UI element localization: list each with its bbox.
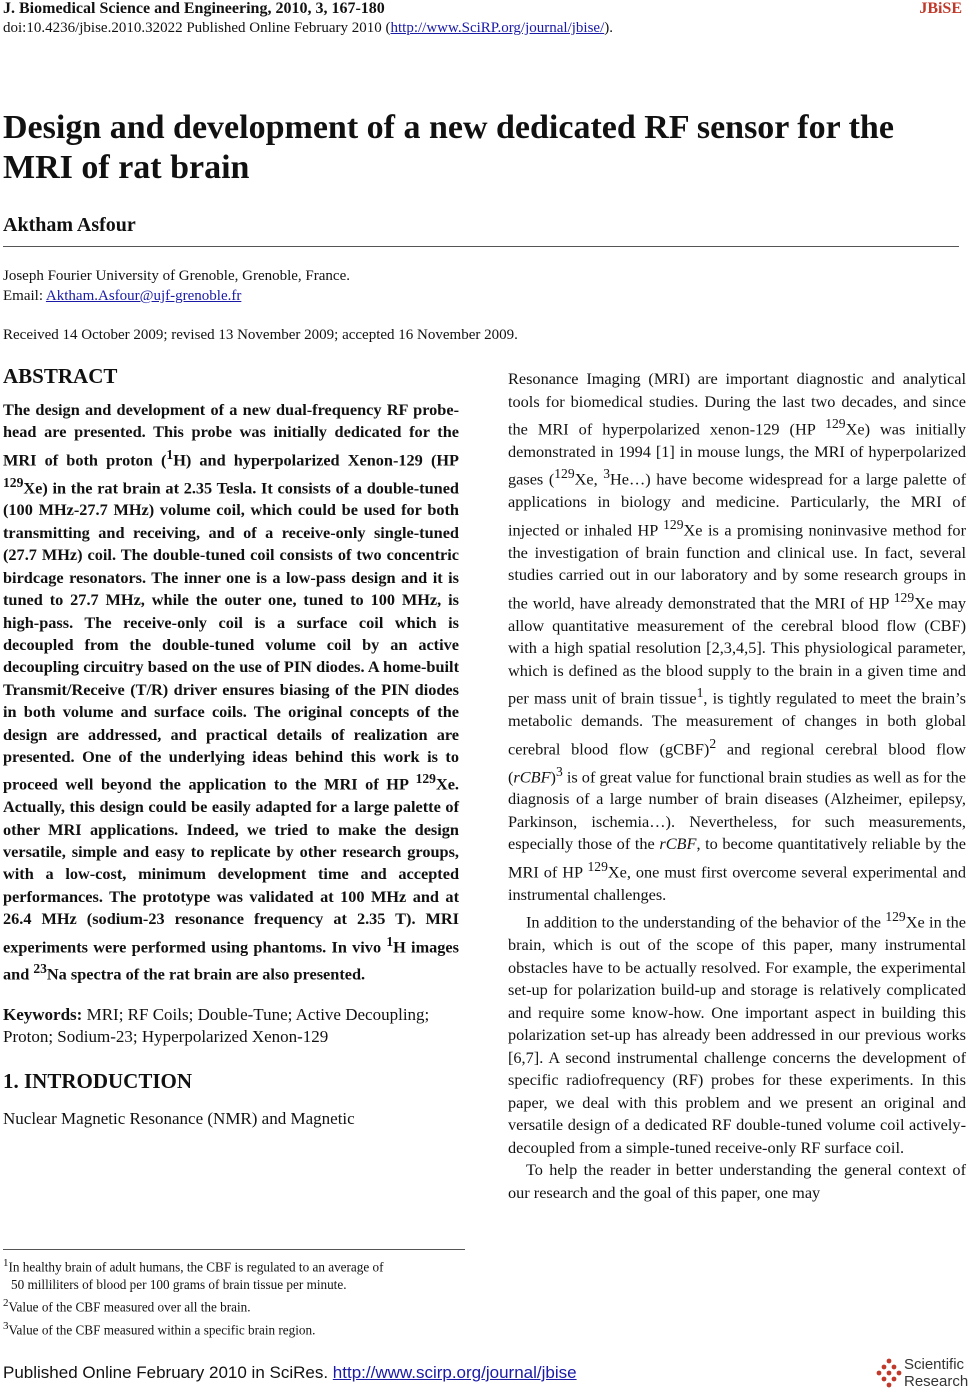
affiliation: Joseph Fourier University of Grenoble, Grenoble, France. — [3, 268, 350, 284]
author-name: Aktham Asfour — [3, 214, 136, 236]
title-divider — [3, 246, 959, 247]
intro-paragraph-2: In addition to the understanding of the behavior of the $^{129}$Xe in the brain, which is out of the scope of this paper, many instrumental obstacles have to be actually resolved. For example, the experimental set-up for polarization build-up and storage is relatively complicated and require some know-how. One important aspect in building this polarization set-up has already been addressed in our previous works [6,7]. A second instrumental challenge concerns the development of specific radiofrequency (RF) probes for these experiments. In this paper, we deal with this problem and we present an original and versatile design of a dedicated RF double-tuned volume coil actively-decoupled from a simple-tuned receive-only RF surface coil. — [508, 909, 966, 1157]
email-link[interactable]: Aktham.Asfour@ujf-grenoble.fr — [45, 288, 242, 304]
email-line: Email: Aktham.Asfour@ujf-grenoble.fr — [3, 288, 242, 304]
footer-journal-link[interactable]: http://www.scirp.org/journal/jbise — [332, 1363, 577, 1382]
left-column — [3, 364, 459, 1130]
received-dates: Received 14 October 2009; revised 13 November 2009; accepted 16 November 2009. — [3, 327, 518, 343]
journal-abbreviation: JBiSE — [919, 0, 962, 17]
paper-title: Design and development of a new dedicated RF sensor for the MRI of rat brain — [3, 109, 894, 186]
doi-line: doi:10.4236/jbise.2010.32022 Published Online February 2010 (http://www.SciRP.org/journal/jbise/). — [3, 20, 613, 36]
affiliation-block — [3, 266, 350, 306]
intro-paragraph-3: To help the reader in better understanding the general context of our research and the goal of this paper, one may — [508, 1160, 966, 1202]
footnote-1: $^1$In healthy brain of adult humans, the CBF is regulated to an average of — [3, 1257, 384, 1275]
footnote-3: $^3$Value of the CBF measured within a specific brain region. — [3, 1319, 316, 1338]
abstract-text: The design and development of a new dual-frequency RF probe-head are presented. This probe was initially dedicated for the MRI of both proton ($^1$H) and hyperpolarized Xenon-129 (HP $^{129}$Xe) in the rat brain at 2.35 Tesla. It consists of a double-tuned (100 MHz-27.7 MHz) volume coil, which could be used for both transmitting and receiving, and of a receive-only single-tuned (27.7 MHz) coil. The double-tuned coil consists of two concentric birdcage resonators. The inner one is a low-pass design and it is tuned to 27.7 MHz, while the outer one, tuned to 100 MHz, is high-pass. The receive-only coil is a surface coil which is decoupled from the double-tuned volume coil by an active decoupling circuitry based on the use of PIN diodes. A home-built Transmit/Receive (T/R) driver ensures biasing of the PIN diodes in both volume and surface coils. The original concepts of the design are addressed, and practical details of realization are presented. One of the underlying ideas behind this work is to proceed well beyond the application to the MRI of HP $^{129}$Xe. Actually, this design could be easily adapted for a large palette of other MRI applications. Indeed, we tried to make the design versatile, simple and easy to replicate by other research groups, with a low-cost, minimum development time and accepted performances. The prototype was validated at 100 MHz and at 26.4 MHz (sodium-23 resonance frequency at 2.35 T). MRI experiments were performed using phantoms. In vivo $^1$H images and $^{23}$Na spectra of the rat brain are also presented. — [3, 400, 459, 984]
journal-citation: J. Biomedical Science and Engineering, 2010, 3, 167-180 — [3, 0, 385, 17]
logo-text: Scientific Research — [904, 1356, 969, 1390]
publication-footer: Published Online February 2010 in SciRes. http://www.scirp.org/journal/jbise — [3, 1363, 577, 1382]
footnote-divider — [3, 1249, 465, 1250]
introduction-heading: 1. INTRODUCTION — [3, 1069, 193, 1094]
scientific-research-logo-icon — [876, 1357, 902, 1391]
abstract-heading: ABSTRACT — [3, 364, 118, 388]
keywords: Keywords: MRI; RF Coils; Double-Tune; Active Decoupling; Proton; Sodium-23; Hyperpolarized Xenon-129 — [3, 1005, 430, 1046]
footnotes — [3, 1254, 469, 1339]
journal-link[interactable]: http://www.SciRP.org/journal/jbise/ — [390, 20, 605, 36]
introduction-first-line: Nuclear Magnetic Resonance (NMR) and Magnetic — [3, 1109, 355, 1129]
footnote-1-continued: 50 milliliters of blood per 100 grams of brain tissue per minute. — [11, 1277, 347, 1293]
footnote-2: $^2$Value of the CBF measured over all the brain. — [3, 1297, 251, 1315]
publisher-logo — [876, 1356, 969, 1392]
intro-paragraph-1: Resonance Imaging (MRI) are important diagnostic and analytical tools for biomedical studies. During the last two decades, and since the MRI of hyperpolarized xenon-129 (HP $^{129}$Xe) was initially demonstrated in 1994 [1] in mouse lungs, the MRI of hyperpolarized gases ($^{129}$Xe, $^3$He…) have become widespread for a large palette of applications in biology and medicine. Particularly, the MRI of injected or inhaled HP $^{129}$Xe is a promising noninvasive method for the investigation of brain function and clinical use. In fact, several studies carried out in our laboratory and by some research groups in the world, have already demonstrated that the MRI of HP $^{129}$Xe may allow quantitative measurement of the cerebral blood flow (CBF) with a high spatial resolution [2,3,4,5]. This physiological parameter, which is defined as the blood supply to the brain in a given time and per mass unit of brain tissue$^1$, is tightly regulated to meet the brain’s metabolic demands. The measurement of changes in both global cerebral blood flow (gCBF)$^2$ and regional cerebral blood flow (rCBF)$^3$ is of great value for functional brain studies as well as for the diagnosis of a large number of brain diseases (Alzheimer, epilepsy, Parkinson, ischemia…). Nevertheless, for such measurements, especially those of the rCBF, to become quantitatively reliable by the MRI of HP $^{129}$Xe, one must first overcome several experimental and instrumental challenges. — [508, 369, 967, 904]
right-column — [508, 368, 966, 1204]
